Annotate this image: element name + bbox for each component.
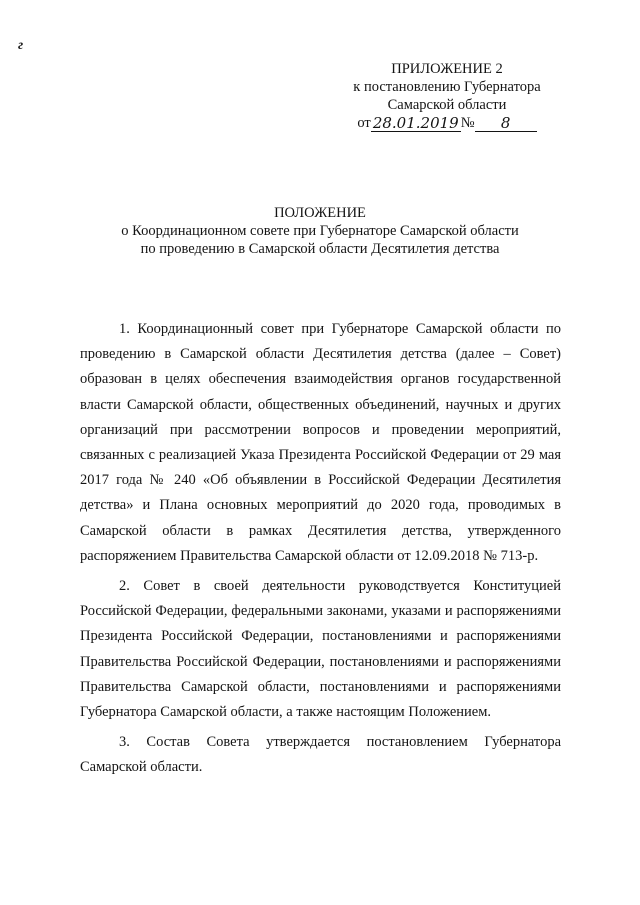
handwritten-number: 8 (475, 115, 537, 132)
annex-date-number-row (332, 114, 562, 132)
annex-line-decree: к постановлению Губернатора (353, 79, 541, 95)
document-title-block (60, 204, 580, 258)
document-body (80, 317, 561, 786)
number-label: № (460, 115, 475, 131)
paragraph-3: 3. Состав Совета утверждается постановлением Губернатора Самарской области. (80, 734, 561, 776)
annex-title: ПРИЛОЖЕНИЕ 2 (391, 61, 503, 77)
document-title: ПОЛОЖЕНИЕ (274, 205, 366, 221)
handwritten-date: 28.01.2019 (371, 115, 461, 132)
document-subtitle-line2: по проведению в Самарской области Десятилетия детства (140, 241, 500, 257)
from-label: от (357, 115, 371, 131)
paragraph-2: 2. Совет в своей деятельности руководствуется Конституцией Российской Федерации, федеральными законами, указами и распоряжениями Президента Российской Федерации, постановлениями и распоряжениями Правительства Российской Федерации, постановлениями и распоряжениями Правительства Самарской области, постановлениями и распоряжениями Губернатора Самарской области, а также настоящим Положением. (80, 578, 561, 721)
paragraph-1: 1. Координационный совет при Губернаторе Самарской области по проведению в Самарской области Десятилетия детства (далее – Совет) образован в целях обеспечения взаимодействия органов государственной власти Самарской области, общественных объединений, научных и других организаций при рассмотрении вопросов и проведении мероприятий, связанных с реализацией Указа Президента Российской Федерации от 29 мая 2017 года № 240 «Об объявлении в Российской Федерации Десятилетия детства» и Плана основных мероприятий до 2020 года, проводимых в Самарской области в рамках Десятилетия детства, утвержденного распоряжением Правительства Самарской области от 12.09.2018 № 713-р. (80, 321, 561, 564)
annex-header (332, 60, 562, 132)
document-subtitle-line1: о Координационном совете при Губернаторе Самарской области (121, 223, 519, 239)
corner-mark: г (18, 38, 24, 53)
annex-line-region: Самарской области (387, 97, 507, 113)
